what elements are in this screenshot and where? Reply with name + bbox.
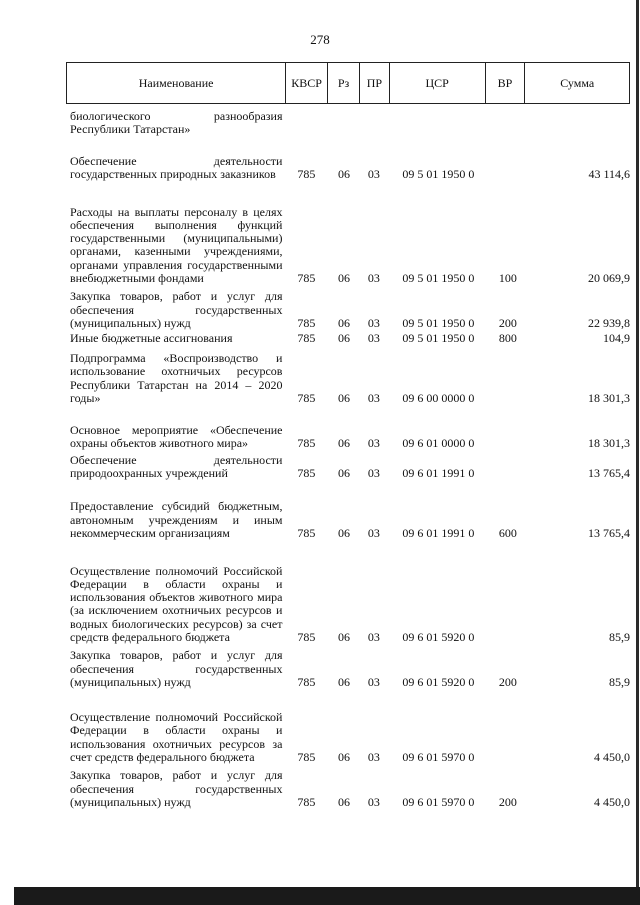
row-pr: 03 <box>367 435 380 450</box>
table-row <box>66 764 630 809</box>
row-vr: 600 <box>498 525 517 540</box>
row-name: биологического разнообразия Республики Татарстан» <box>70 108 283 136</box>
row-kvsr: 785 <box>297 435 316 450</box>
row-kvsr: 785 <box>297 315 316 330</box>
header-vr: ВР <box>486 63 526 103</box>
row-rz: 06 <box>338 315 351 330</box>
table-row <box>66 136 630 181</box>
row-csr: 09 5 01 1950 0 <box>402 315 475 330</box>
row-csr: 09 6 01 1991 0 <box>402 525 475 540</box>
table-row <box>66 540 630 644</box>
row-sum: 104,9 <box>603 330 630 345</box>
row-name: Основное мероприятие «Обеспечение охраны объектов животного мира» <box>70 422 283 450</box>
row-pr: 03 <box>367 166 380 181</box>
row-kvsr: 785 <box>297 525 316 540</box>
table-row <box>66 345 630 405</box>
row-csr: 09 6 00 0000 0 <box>402 390 475 405</box>
row-pr: 03 <box>367 749 380 764</box>
row-name: Иные бюджетные ассигнования <box>70 330 233 345</box>
row-name: Закупка товаров, работ и услуг для обеспечения государственных (муниципальных) нужд <box>70 648 283 689</box>
row-sum: 4 450,0 <box>594 749 630 764</box>
row-sum: 43 114,6 <box>588 166 630 181</box>
row-pr: 03 <box>367 525 380 540</box>
row-kvsr: 785 <box>297 794 316 809</box>
row-vr: 200 <box>498 315 517 330</box>
row-csr: 09 6 01 5970 0 <box>402 794 475 809</box>
table-row <box>66 285 630 330</box>
row-kvsr: 785 <box>297 390 316 405</box>
row-csr: 09 5 01 1950 0 <box>402 166 475 181</box>
row-sum: 18 301,3 <box>588 435 630 450</box>
row-kvsr: 785 <box>297 270 316 285</box>
row-name: Предоставление субсидий бюджетным, автономным учреждениям и иным некоммерческим организациям <box>70 499 283 540</box>
row-pr: 03 <box>367 315 380 330</box>
row-sum: 85,9 <box>609 629 630 644</box>
row-name: Подпрограмма «Воспроизводство и использование охотничьих ресурсов Республики Татарстан на 2014 – 2020 годы» <box>70 351 283 405</box>
row-kvsr: 785 <box>297 749 316 764</box>
row-csr: 09 6 01 5970 0 <box>402 749 475 764</box>
row-vr: 100 <box>498 270 517 285</box>
row-rz: 06 <box>338 435 351 450</box>
header-csr: ЦСР <box>390 63 486 103</box>
row-sum: 22 939,8 <box>588 315 630 330</box>
table-row <box>66 689 630 764</box>
header-pr: ПР <box>360 63 390 103</box>
table-row <box>66 330 630 345</box>
row-vr: 200 <box>498 674 517 689</box>
table-row <box>66 480 630 540</box>
row-vr: 800 <box>498 330 517 345</box>
row-name: Закупка товаров, работ и услуг для обеспечения государственных (муниципальных) нужд <box>70 768 283 809</box>
row-rz: 06 <box>338 794 351 809</box>
row-pr: 03 <box>367 629 380 644</box>
table-header <box>66 62 630 104</box>
row-csr: 09 6 01 5920 0 <box>402 674 475 689</box>
scan-bottom-edge <box>14 887 640 905</box>
row-rz: 06 <box>338 390 351 405</box>
row-name: Расходы на выплаты персоналу в целях обеспечения выполнения функций государственными (муниципальными) органами, казенными учреждениями, органами управления государственными внебюджетными фондами <box>70 204 283 285</box>
row-rz: 06 <box>338 674 351 689</box>
row-name: Обеспечение деятельности государственных природных заказников <box>70 153 283 181</box>
row-sum: 4 450,0 <box>594 794 630 809</box>
row-sum: 18 301,3 <box>588 390 630 405</box>
table-body <box>66 106 630 809</box>
row-name: Осуществление полномочий Российской Федерации в области охраны и использования охотничьих ресурсов за счет средств федерального бюджета <box>70 710 283 764</box>
row-kvsr: 785 <box>297 330 316 345</box>
header-rz: Рз <box>328 63 360 103</box>
row-csr: 09 5 01 1950 0 <box>402 330 475 345</box>
row-sum: 13 765,4 <box>588 465 630 480</box>
row-kvsr: 785 <box>297 166 316 181</box>
table-row <box>66 181 630 285</box>
row-csr: 09 6 01 1991 0 <box>402 465 475 480</box>
row-name: Осуществление полномочий Российской Федерации в области охраны и использования объектов животного мира (за исключением охотничьих ресурсов и водных биологических ресурсов) за счет средств федерального бюджета <box>70 563 283 644</box>
row-kvsr: 785 <box>297 465 316 480</box>
row-rz: 06 <box>338 749 351 764</box>
row-rz: 06 <box>338 330 351 345</box>
row-sum: 13 765,4 <box>588 525 630 540</box>
row-csr: 09 6 01 5920 0 <box>402 629 475 644</box>
table-row <box>66 450 630 480</box>
row-csr: 09 5 01 1950 0 <box>402 270 475 285</box>
row-pr: 03 <box>367 465 380 480</box>
row-sum: 20 069,9 <box>588 270 630 285</box>
row-name: Обеспечение деятельности природоохранных учреждений <box>70 452 283 480</box>
header-kvsr: КВСР <box>286 63 328 103</box>
row-pr: 03 <box>367 270 380 285</box>
row-pr: 03 <box>367 674 380 689</box>
row-rz: 06 <box>338 629 351 644</box>
row-name: Закупка товаров, работ и услуг для обеспечения государственных (муниципальных) нужд <box>70 289 283 330</box>
row-pr: 03 <box>367 390 380 405</box>
header-sum: Сумма <box>560 75 595 90</box>
table-row <box>66 106 630 136</box>
row-sum: 85,9 <box>609 674 630 689</box>
row-kvsr: 785 <box>297 629 316 644</box>
table-row <box>66 644 630 689</box>
scan-edge-rule <box>636 0 639 905</box>
page-number: 278 <box>310 32 330 47</box>
row-rz: 06 <box>338 166 351 181</box>
row-rz: 06 <box>338 270 351 285</box>
row-csr: 09 6 01 0000 0 <box>402 435 475 450</box>
header-name: Наименование <box>67 63 286 103</box>
row-kvsr: 785 <box>297 674 316 689</box>
row-pr: 03 <box>367 794 380 809</box>
row-rz: 06 <box>338 465 351 480</box>
table-row <box>66 405 630 450</box>
row-vr: 200 <box>498 794 517 809</box>
row-pr: 03 <box>367 330 380 345</box>
row-rz: 06 <box>338 525 351 540</box>
